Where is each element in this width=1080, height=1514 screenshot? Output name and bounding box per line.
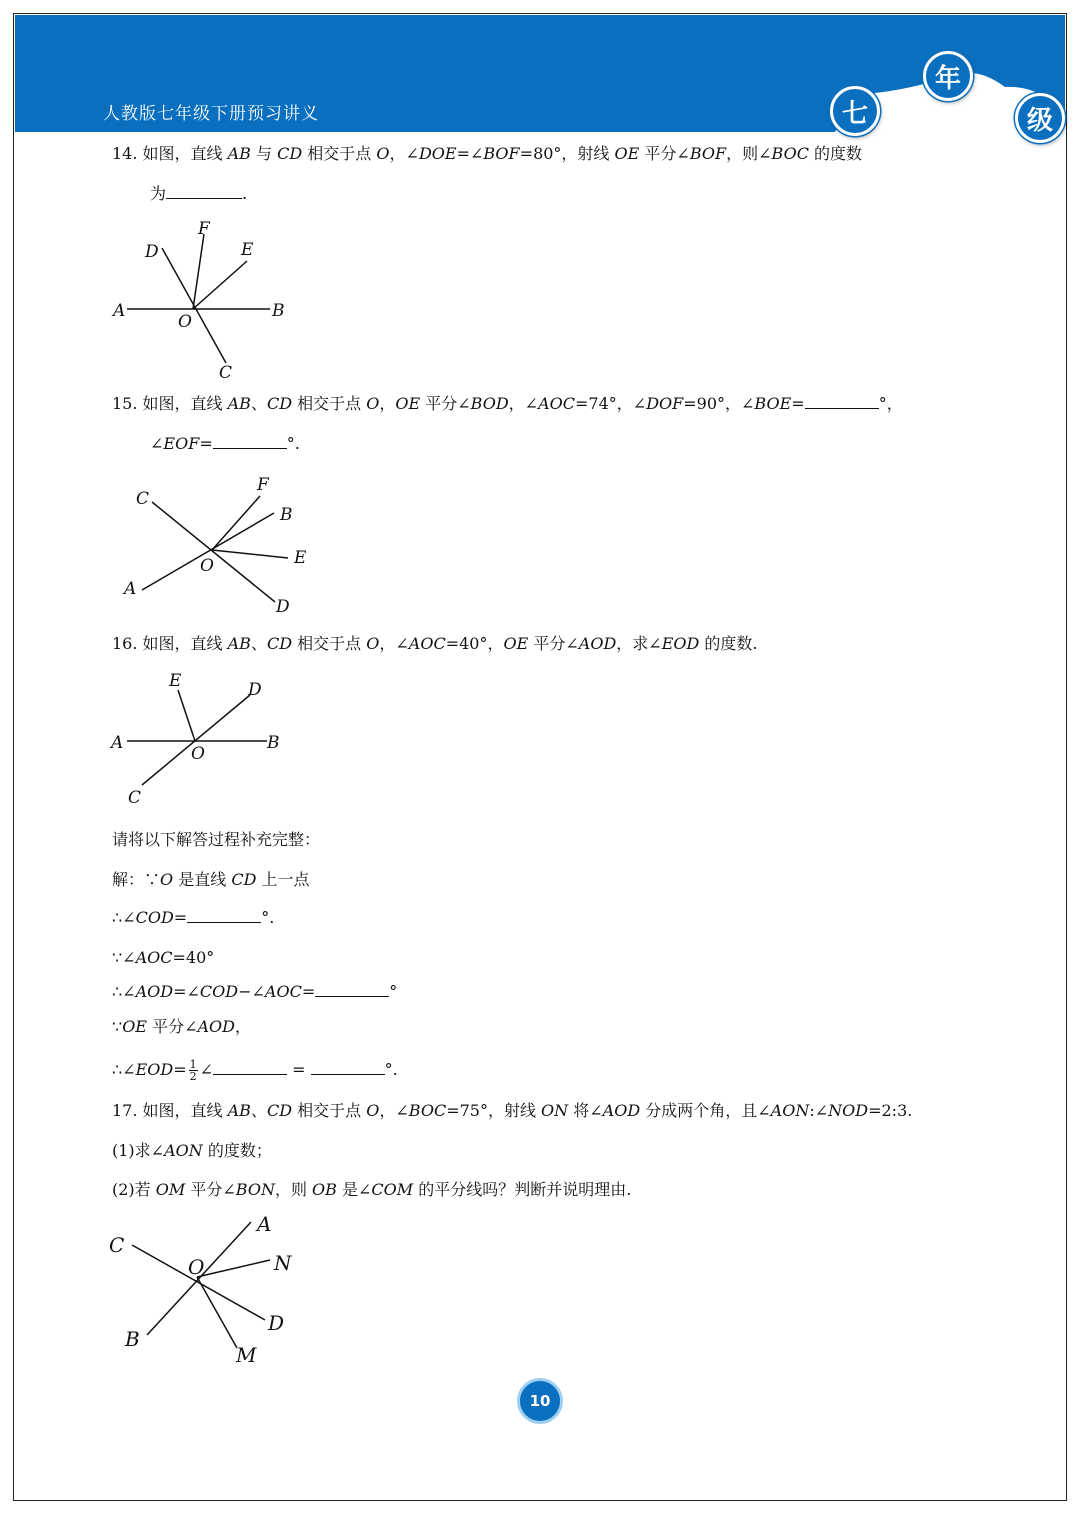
q16-step3: ∵∠AOC=40° — [112, 948, 215, 967]
q16-aod-blank[interactable] — [315, 982, 389, 997]
q14-label-e: E — [241, 240, 254, 260]
q15-label-d: D — [276, 597, 290, 617]
q17-label-d: D — [268, 1311, 285, 1335]
grade-char-seven: 七 — [830, 86, 880, 136]
q16-cod-blank[interactable] — [187, 908, 261, 923]
q14-label-d: D — [145, 242, 159, 262]
q14-label-f: F — [198, 219, 210, 239]
q16-step6: ∴∠EOD= $\frac{1}{2}$ ∠ = °. — [112, 1058, 398, 1083]
q14-label-b: B — [272, 301, 285, 321]
one-half-fraction: $\frac{1}{2}$ — [189, 1058, 197, 1083]
q16-step4: ∴∠AOD=∠COD−∠AOC= ° — [112, 982, 398, 1001]
q16-label-e: E — [169, 671, 182, 691]
q15-boe-blank[interactable] — [805, 394, 879, 409]
q15-label-e: E — [294, 548, 307, 568]
q15-label-a: A — [124, 579, 137, 599]
q17-label-b: B — [125, 1327, 140, 1351]
q16-label-c: C — [128, 788, 142, 808]
q16-text-line1: 16. 如图，直线 AB、CD 相交于点 O，∠AOC=40°，OE 平分∠AOD，求∠EOD 的度数. — [112, 634, 758, 653]
q15-label-o: O — [200, 556, 214, 576]
q17-label-o: O — [188, 1255, 205, 1279]
q15-label-b: B — [280, 505, 293, 525]
q16-label-d: D — [248, 680, 262, 700]
q14-label-o: O — [178, 312, 192, 332]
header-banner — [15, 15, 1065, 132]
q16-prompt: 请将以下解答过程补充完整： — [112, 830, 321, 849]
q15-label-f: F — [257, 475, 269, 495]
page-number-badge: 10 — [517, 1378, 563, 1424]
q17-part1: (1)求∠AON 的度数； — [112, 1141, 272, 1160]
header-title: 人教版七年级下册预习讲义 — [103, 104, 319, 124]
q14-figure — [105, 215, 305, 385]
q14-label-c: C — [219, 363, 233, 383]
q14-answer-blank[interactable] — [166, 184, 242, 199]
q17-label-m: M — [236, 1343, 257, 1367]
q15-figure — [112, 470, 332, 620]
q14-label-a: A — [113, 301, 126, 321]
q15-text-line2: ∠EOF= °. — [150, 434, 300, 453]
q17-text-line1: 17. 如图，直线 AB、CD 相交于点 O，∠BOC=75°，射线 ON 将∠AOD 分成两个角，且∠AON:∠NOD=2:3. — [112, 1101, 913, 1120]
q14-text-line2: 为 . — [150, 184, 248, 203]
q16-eod-blank[interactable] — [311, 1060, 385, 1075]
q16-step2: ∴∠COD= °. — [112, 908, 275, 927]
grade-char-year: 年 — [923, 51, 973, 101]
grade-char-level: 级 — [1015, 93, 1065, 143]
q17-label-c: C — [109, 1233, 125, 1257]
q17-label-n: N — [274, 1251, 292, 1275]
q14-text-line1: 14. 如图，直线 AB 与 CD 相交于点 O，∠DOE=∠BOF=80°，射线 OE 平分∠BOF，则∠BOC 的度数 — [112, 144, 863, 163]
q15-label-c: C — [136, 489, 150, 509]
q16-label-b: B — [267, 733, 280, 753]
q16-step5: ∵OE 平分∠AOD， — [112, 1017, 251, 1036]
q16-label-o: O — [191, 744, 205, 764]
q16-angle-blank[interactable] — [213, 1060, 287, 1075]
q16-figure — [105, 665, 305, 815]
q15-text-line1: 15. 如图，直线 AB、CD 相交于点 O，OE 平分∠BOD，∠AOC=74°，∠DOF=90°，∠BOE= °， — [112, 394, 903, 413]
q17-figure — [105, 1210, 325, 1370]
q16-step1: 解：∵O 是直线 CD 上一点 — [112, 870, 310, 889]
q15-eof-blank[interactable] — [213, 434, 287, 449]
q17-part2: (2)若 OM 平分∠BON，则 OB 是∠COM 的平分线吗？判断并说明理由. — [112, 1180, 632, 1199]
q16-label-a: A — [111, 733, 124, 753]
q17-label-a: A — [257, 1212, 272, 1236]
